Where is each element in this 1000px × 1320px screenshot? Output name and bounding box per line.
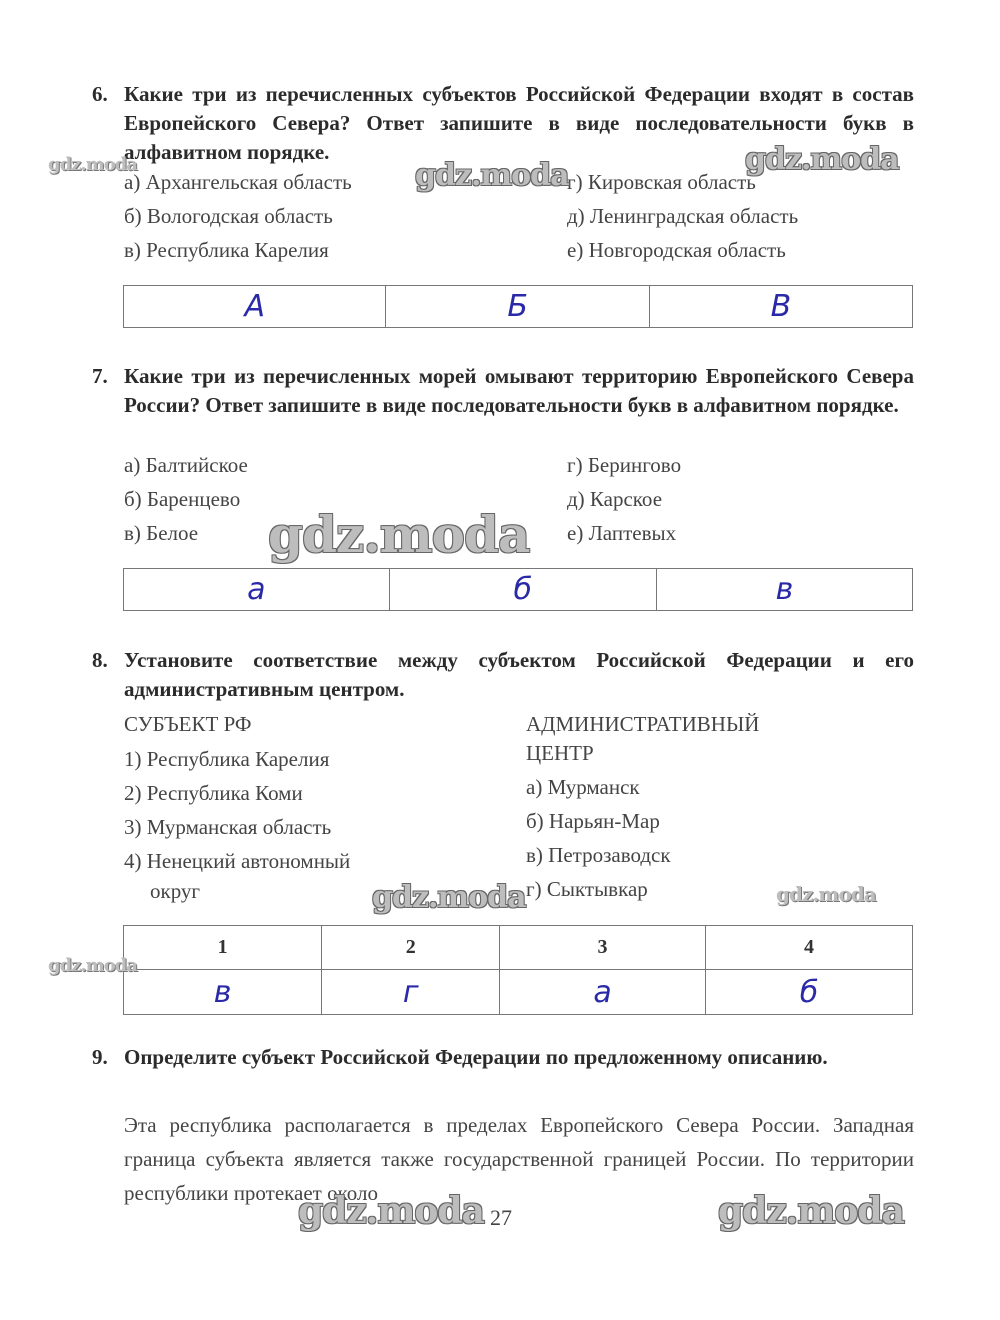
watermark: gdz.moda: [48, 154, 137, 175]
option-g: г) Берингово: [567, 453, 682, 477]
column-header: 2: [322, 926, 500, 970]
answer-cell[interactable]: б: [389, 569, 656, 611]
question-number: 6.: [92, 82, 108, 106]
right-column-header: АДМИНИСТРАТИВНЫЙ: [526, 712, 760, 736]
subject-item-4: 4) Ненецкий автономный: [124, 849, 351, 873]
option-e: е) Лаптевых: [567, 521, 677, 545]
option-d: д) Карское: [567, 487, 663, 511]
question-text: Установите соответствие между субъектом Российской Федерации и его административным центром.: [124, 648, 914, 701]
option-b: б) Баренцево: [124, 487, 241, 511]
answer-cell[interactable]: в: [656, 569, 912, 611]
page-number: 27: [490, 1205, 512, 1230]
answer-cell[interactable]: в: [124, 970, 322, 1015]
option-b: б) Вологодская область: [124, 204, 333, 228]
answer-cell[interactable]: Б: [386, 286, 649, 328]
subject-item-2: 2) Республика Коми: [124, 781, 303, 805]
question-text: Определите субъект Российской Федерации по предложенному описанию.: [124, 1045, 828, 1069]
answer-table-6: [123, 285, 913, 328]
center-item-a: а) Мурманск: [526, 775, 640, 799]
question-text: Какие три из перечисленных субъектов Российской Федерации входят в состав Европейского Севера? Ответ запишите в виде последовательности букв в алфавитном порядке.: [124, 82, 914, 164]
center-item-v: в) Петрозаводск: [526, 843, 671, 867]
left-column-header: СУБЪЕКТ РФ: [124, 712, 252, 736]
answer-cell[interactable]: г: [322, 970, 500, 1015]
column-header: 1: [124, 926, 322, 970]
option-a: а) Архангельская область: [124, 170, 352, 194]
question-7: [92, 362, 914, 420]
question-text: Какие три из перечисленных морей омывают территорию Европейского Севера России? Ответ запишите в виде последовательности букв в алфавитном порядке.: [124, 364, 914, 417]
answer-table-7: [123, 568, 913, 611]
description-paragraph: Эта республика располагается в пределах Европейского Севера России. Западная граница субъекта является также государственной границей России. По территории республики протекает около: [124, 1113, 914, 1205]
question-number: 7.: [92, 364, 108, 388]
subject-item-1: 1) Республика Карелия: [124, 747, 330, 771]
watermark: gdz.moda: [48, 955, 137, 976]
option-v: в) Республика Карелия: [124, 238, 329, 262]
option-d: д) Ленинградская область: [567, 204, 799, 228]
answer-cell[interactable]: б: [705, 970, 912, 1015]
watermark: gdz.moda: [298, 1190, 484, 1232]
watermark: gdz.moda: [718, 1190, 904, 1232]
option-a: а) Балтийское: [124, 453, 248, 477]
watermark: gdz.moda: [372, 880, 526, 915]
question-9: [92, 1043, 914, 1072]
center-item-g: г) Сыктывкар: [526, 877, 648, 901]
subject-item-3: 3) Мурманская область: [124, 815, 332, 839]
column-header: 4: [705, 926, 912, 970]
answer-cell[interactable]: а: [500, 970, 706, 1015]
question-8: [92, 646, 914, 704]
question-number: 9.: [92, 1045, 108, 1069]
answer-table-8: [123, 925, 913, 1015]
center-item-b: б) Нарьян-Мар: [526, 809, 660, 833]
question-number: 8.: [92, 648, 108, 672]
option-e: е) Новгородская область: [567, 238, 786, 262]
right-column-header-cont: ЦЕНТР: [526, 741, 594, 765]
watermark: gdz.moda: [745, 142, 899, 177]
answer-cell[interactable]: А: [124, 286, 386, 328]
subject-item-4-cont: округ: [150, 879, 201, 903]
answer-cell[interactable]: а: [124, 569, 390, 611]
option-v: в) Белое: [124, 521, 199, 545]
option-g: г) Кировская область: [567, 170, 756, 194]
answer-cell[interactable]: В: [649, 286, 912, 328]
watermark: gdz.moda: [776, 882, 876, 906]
watermark: gdz.moda: [268, 505, 530, 564]
column-header: 3: [500, 926, 706, 970]
watermark: gdz.moda: [415, 158, 569, 193]
